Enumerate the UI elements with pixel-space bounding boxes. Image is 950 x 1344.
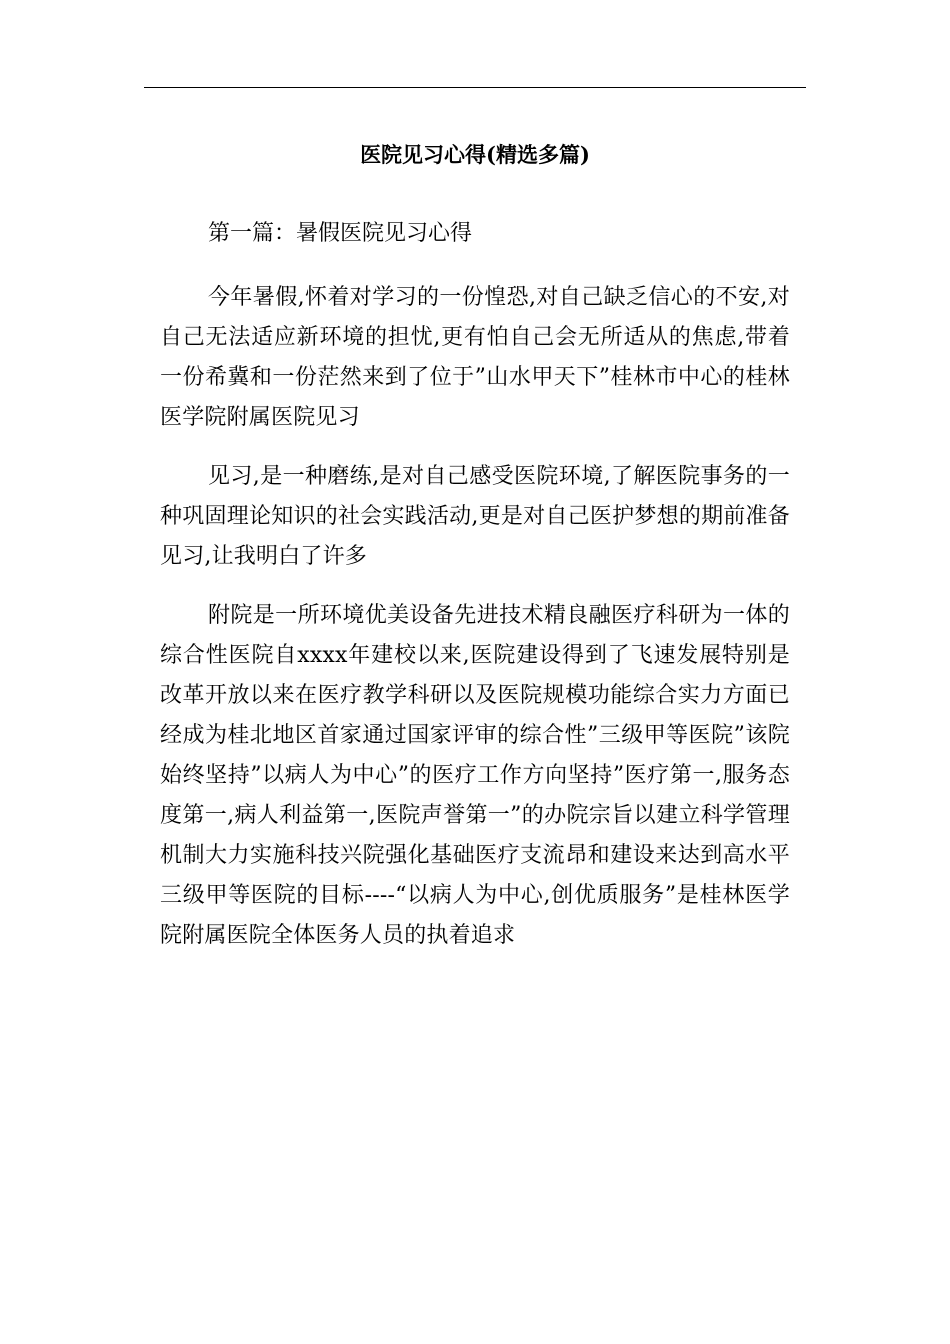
header-rule: [144, 87, 806, 88]
paragraph-3: 附院是一所环境优美设备先进技术精良融医疗科研为一体的综合性医院自xxxx年建校以来,医院建设得到了飞速发展特别是改革开放以来在医疗教学科研以及医院规模功能综合实力方面已经成为桂北地区首家通过国家评审的综合性”三级甲等医院”该院始终坚持”以病人为中心”的医疗工作方向坚持”医疗第一,服务态度第一,病人利益第一,医院声誉第一”的办院宗旨以建立科学管理机制大力实施科技兴院强化基础医疗支流昂和建设来达到高水平三级甲等医院的目标----“以病人为中心,创优质服务”是桂林医学院附属医院全体医务人员的执着追求: [160, 603, 790, 948]
paragraph-1: 今年暑假,怀着对学习的一份惶恐,对自己缺乏信心的不安,对自己无法适应新环境的担忧,更有怕自己会无所适从的焦虑,带着一份希冀和一份茫然来到了位于”山水甲天下”桂林市中心的桂林医学院附属医院见习: [160, 285, 790, 430]
document-body: [160, 218, 790, 975]
paragraph-2: 见习,是一种磨练,是对自己感受医院环境,了解医院事务的一种巩固理论知识的社会实践活动,更是对自己医护梦想的期前准备见习,让我明白了许多: [160, 464, 790, 569]
document-title: 医院见习心得(精选多篇): [360, 142, 590, 167]
section-heading: 第一篇：暑假医院见习心得: [208, 221, 473, 246]
